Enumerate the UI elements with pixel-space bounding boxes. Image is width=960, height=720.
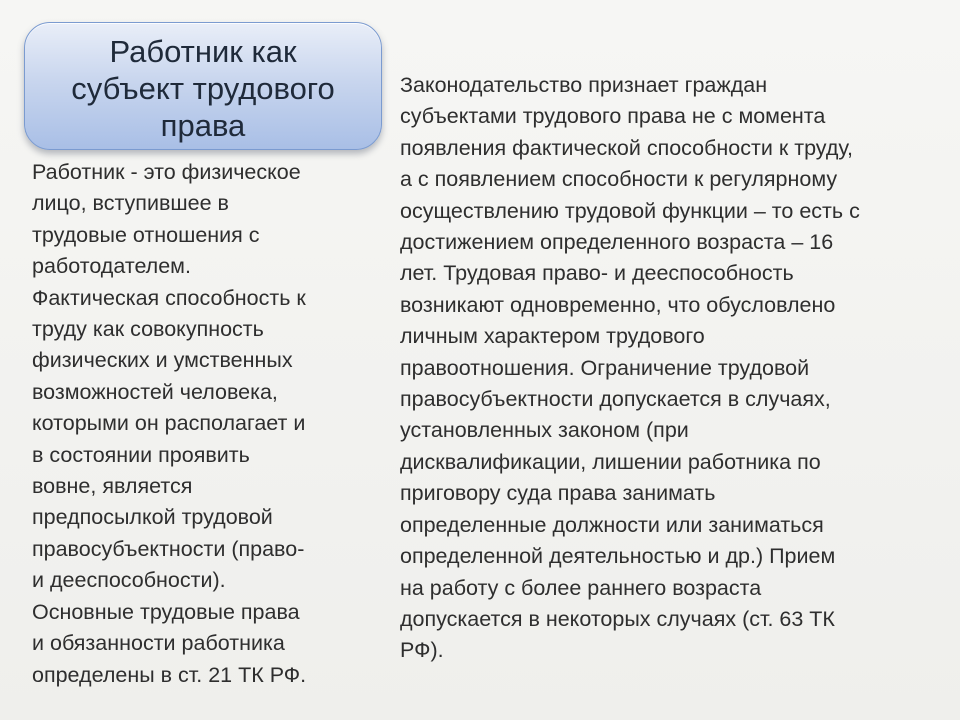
- slide-title: Работник как субъект трудового права: [71, 33, 335, 143]
- left-text-block: Работник - это физическое лицо, вступившее в трудовые отношения с работодателем. Фактическая способность к труду как совокупность физических и умственных возможностей человека, которыми он располагает и в состоянии проявить вовне, является предпосылкой трудовой правосубъектности (право- и дееспособности). Основные трудовые права и обязанности работника определены в ст. 21 ТК РФ.: [32, 160, 307, 687]
- title-box: [24, 22, 382, 150]
- right-text-block: Законодательство признает граждан субъектами трудового права не с момента появления фактической способности к труду, а с появлением способности к регулярному осуществлению трудовой функции – то есть с достижением определенного возраста – 16 лет. Трудовая право- и дееспособность возникают одновременно, что обусловлено личным характером трудового правоотношения. Ограничение трудовой правосубъектности допускается в случаях, установленных законом (при дисквалификации, лишении работника по приговору суда права занимать определенные должности или заниматься определенной деятельностью и др.) Прием на работу с более раннего возраста допускается в некоторых случаях (ст. 63 ТК РФ).: [400, 73, 860, 663]
